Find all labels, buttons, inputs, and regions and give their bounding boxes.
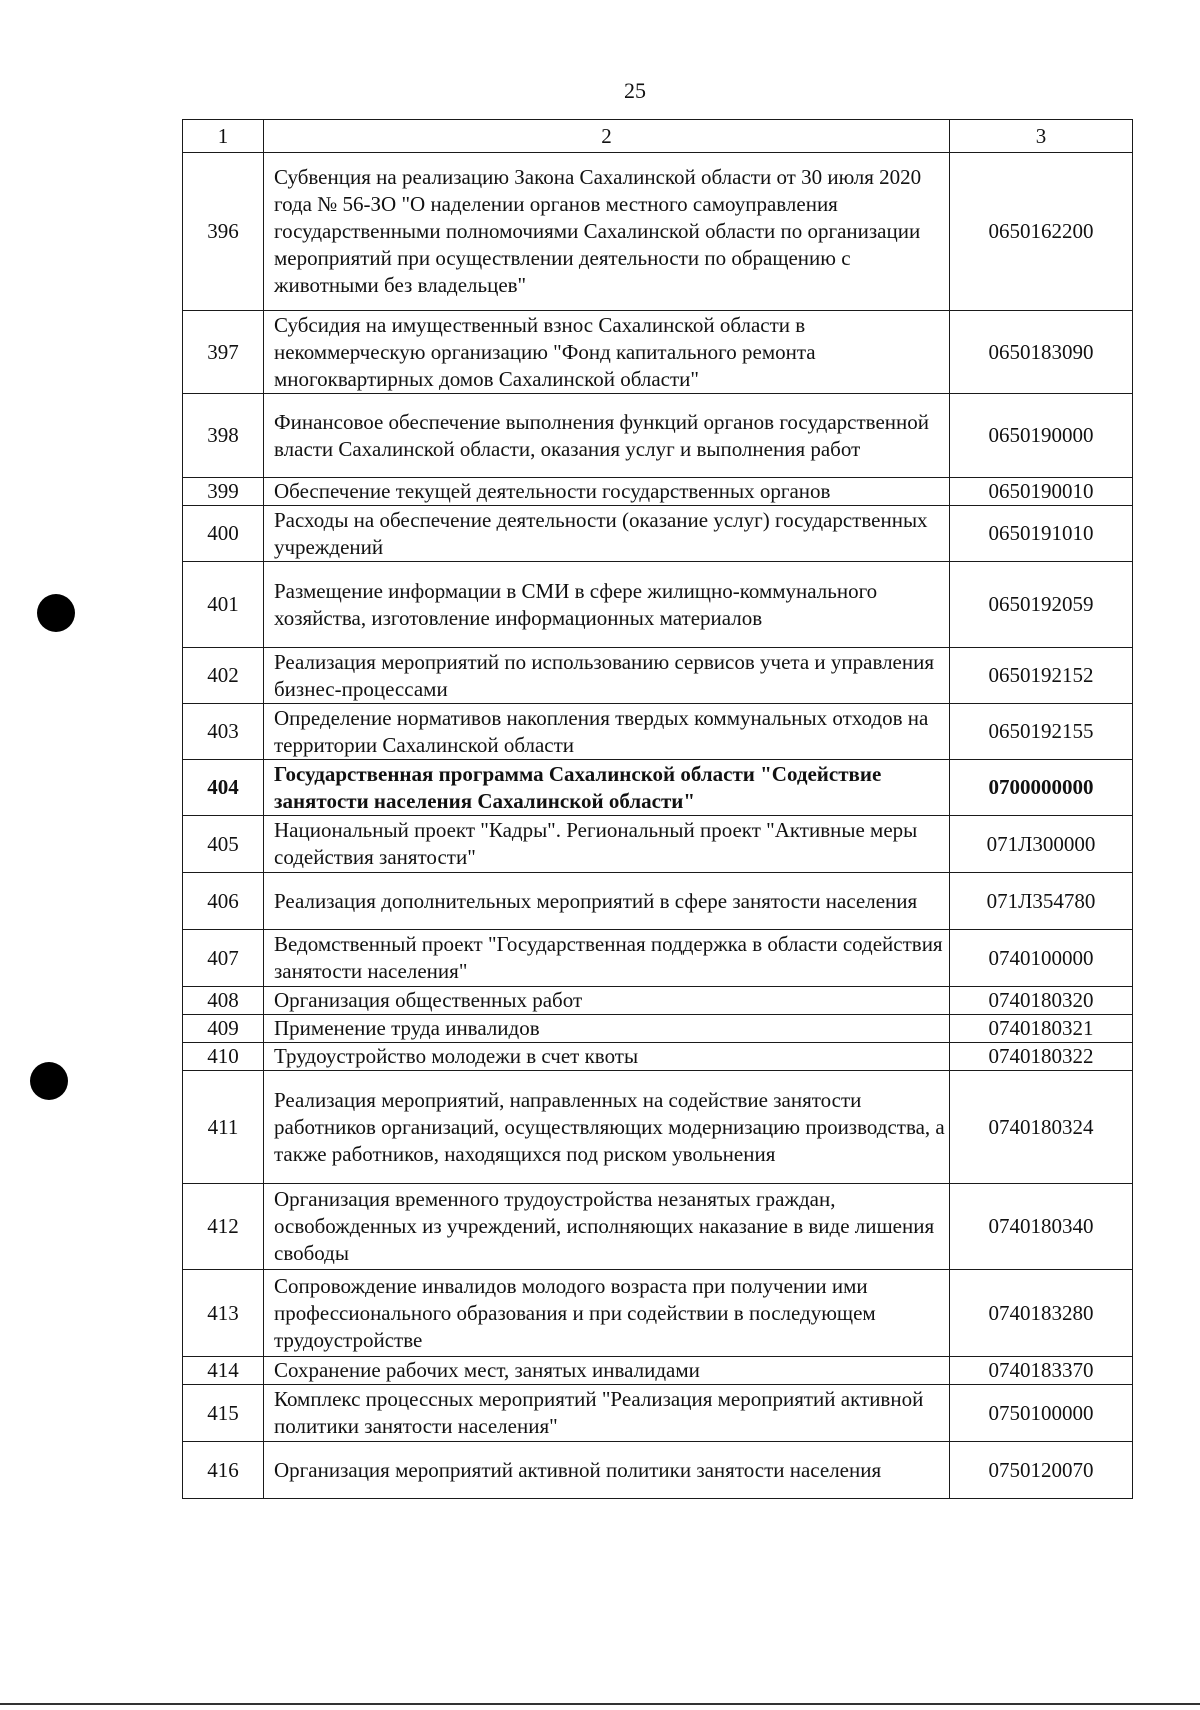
table-row <box>183 1043 1133 1071</box>
row-number: 416 <box>183 1442 264 1499</box>
row-number: 410 <box>183 1043 264 1071</box>
table-row <box>183 1015 1133 1043</box>
column-header-name: 2 <box>264 120 950 153</box>
row-code: 0740100000 <box>950 930 1133 987</box>
row-code: 0650192059 <box>950 562 1133 648</box>
row-number: 411 <box>183 1071 264 1184</box>
row-name: Организация временного трудоустройства незанятых граждан, освобожденных из учреждений, исполняющих наказание в виде лишения свободы <box>264 1184 950 1270</box>
row-code: 071Л354780 <box>950 873 1133 930</box>
row-number: 412 <box>183 1184 264 1270</box>
column-header-number: 1 <box>183 120 264 153</box>
row-name: Определение нормативов накопления твердых коммунальных отходов на территории Сахалинской области <box>264 704 950 760</box>
row-code: 0740180321 <box>950 1015 1133 1043</box>
row-code: 0740180340 <box>950 1184 1133 1270</box>
table-row <box>183 1270 1133 1357</box>
row-code: 0740183280 <box>950 1270 1133 1357</box>
row-number: 413 <box>183 1270 264 1357</box>
row-name: Организация мероприятий активной политики занятости населения <box>264 1442 950 1499</box>
budget-classification-table <box>182 119 1133 1499</box>
row-code: 0740183370 <box>950 1357 1133 1385</box>
row-number: 396 <box>183 153 264 311</box>
row-name: Трудоустройство молодежи в счет квоты <box>264 1043 950 1071</box>
table-row <box>183 506 1133 562</box>
row-code: 0650190010 <box>950 478 1133 506</box>
table-row <box>183 562 1133 648</box>
row-code: 0750100000 <box>950 1385 1133 1442</box>
table-row <box>183 1385 1133 1442</box>
table-row <box>183 648 1133 704</box>
punch-hole-mark <box>37 594 75 632</box>
row-number: 414 <box>183 1357 264 1385</box>
table-row <box>183 816 1133 873</box>
table-row <box>183 987 1133 1015</box>
row-name: Ведомственный проект "Государственная поддержка в области содействия занятости населения" <box>264 930 950 987</box>
row-name: Реализация дополнительных мероприятий в сфере занятости населения <box>264 873 950 930</box>
row-code: 0650192152 <box>950 648 1133 704</box>
row-name: Обеспечение текущей деятельности государственных органов <box>264 478 950 506</box>
row-name: Организация общественных работ <box>264 987 950 1015</box>
row-number: 401 <box>183 562 264 648</box>
table-row <box>183 1357 1133 1385</box>
row-code: 0740180322 <box>950 1043 1133 1071</box>
row-number: 403 <box>183 704 264 760</box>
row-code: 0740180320 <box>950 987 1133 1015</box>
table-row <box>183 394 1133 478</box>
row-name: Субвенция на реализацию Закона Сахалинской области от 30 июля 2020 года № 56-ЗО "О наделении органов местного самоуправления государственными полномочиями Сахалинской области по организации мероприятий при осуществлении деятельности по обращению с животными без владельцев" <box>264 153 950 311</box>
column-header-code: 3 <box>950 120 1133 153</box>
row-name: Национальный проект "Кадры". Региональный проект "Активные меры содействия занятости" <box>264 816 950 873</box>
row-number: 398 <box>183 394 264 478</box>
row-name: Расходы на обеспечение деятельности (оказание услуг) государственных учреждений <box>264 506 950 562</box>
row-number: 404 <box>183 760 264 816</box>
row-number: 402 <box>183 648 264 704</box>
row-name: Комплекс процессных мероприятий "Реализация мероприятий активной политики занятости населения" <box>264 1385 950 1442</box>
table-row <box>183 1071 1133 1184</box>
row-number: 399 <box>183 478 264 506</box>
page-number: 25 <box>624 78 646 103</box>
table-row <box>183 1442 1133 1499</box>
scan-edge-line <box>0 1703 1200 1705</box>
table-row <box>183 930 1133 987</box>
table-row <box>183 1184 1133 1270</box>
table-row <box>183 311 1133 394</box>
row-code: 0650192155 <box>950 704 1133 760</box>
table-row <box>183 478 1133 506</box>
row-number: 408 <box>183 987 264 1015</box>
row-code: 0750120070 <box>950 1442 1133 1499</box>
table-header-row <box>183 120 1133 153</box>
row-code: 071Л300000 <box>950 816 1133 873</box>
row-code: 0650191010 <box>950 506 1133 562</box>
row-number: 397 <box>183 311 264 394</box>
row-name: Сопровождение инвалидов молодого возраста при получении ими профессионального образования и при содействии в последующем трудоустройстве <box>264 1270 950 1357</box>
row-code: 0650190000 <box>950 394 1133 478</box>
row-name: Финансовое обеспечение выполнения функций органов государственной власти Сахалинской области, оказания услуг и выполнения работ <box>264 394 950 478</box>
row-code: 0700000000 <box>950 760 1133 816</box>
row-name: Размещение информации в СМИ в сфере жилищно-коммунального хозяйства, изготовление информационных материалов <box>264 562 950 648</box>
table-row-program <box>183 760 1133 816</box>
row-name: Реализация мероприятий, направленных на содействие занятости работников организаций, осуществляющих модернизацию производства, а также работников, находящихся под риском увольнения <box>264 1071 950 1184</box>
row-name: Государственная программа Сахалинской области "Содействие занятости населения Сахалинской области" <box>264 760 950 816</box>
row-number: 407 <box>183 930 264 987</box>
row-number: 405 <box>183 816 264 873</box>
table-row <box>183 153 1133 311</box>
punch-hole-mark <box>30 1062 68 1100</box>
row-number: 409 <box>183 1015 264 1043</box>
table-row <box>183 704 1133 760</box>
row-number: 406 <box>183 873 264 930</box>
row-name: Субсидия на имущественный взнос Сахалинской области в некоммерческую организацию "Фонд капитального ремонта многоквартирных домов Сахалинской области" <box>264 311 950 394</box>
row-name: Реализация мероприятий по использованию сервисов учета и управления бизнес-процессами <box>264 648 950 704</box>
row-code: 0650183090 <box>950 311 1133 394</box>
row-name: Применение труда инвалидов <box>264 1015 950 1043</box>
row-code: 0740180324 <box>950 1071 1133 1184</box>
row-name: Сохранение рабочих мест, занятых инвалидами <box>264 1357 950 1385</box>
row-number: 415 <box>183 1385 264 1442</box>
row-code: 0650162200 <box>950 153 1133 311</box>
row-number: 400 <box>183 506 264 562</box>
table-row <box>183 873 1133 930</box>
